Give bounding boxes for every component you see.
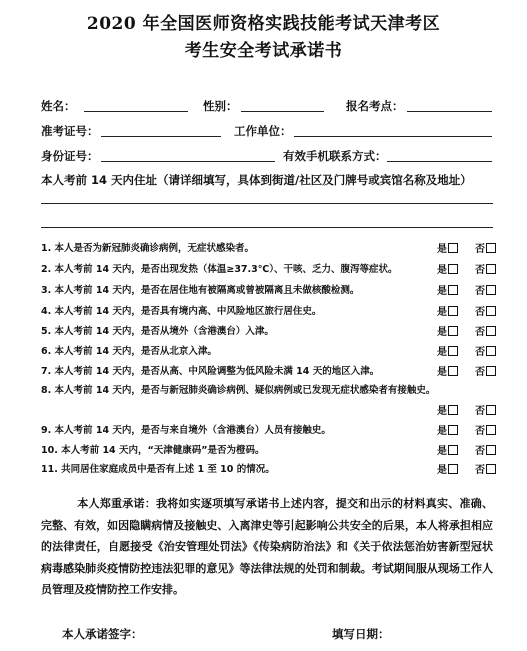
checkbox-icon <box>486 285 496 295</box>
exam-site-field[interactable] <box>407 97 492 112</box>
no-checkbox-3[interactable]: 否 <box>475 282 496 297</box>
document-title: 2020 年全国医师资格实践技能考试天津考区 <box>86 14 441 34</box>
name-label: 姓名： <box>41 99 76 113</box>
question-2: 2. 本人考前 14 天内，是否出现发热（体温≥37.3℃）、干咳、乏力、腹泻等症状。 <box>41 264 398 275</box>
no-checkbox-4[interactable]: 否 <box>475 303 496 318</box>
phone-label: 有效手机联系方式： <box>283 149 387 163</box>
yes-checkbox-11[interactable]: 是 <box>437 461 458 476</box>
date-field[interactable] <box>394 625 494 639</box>
workplace-label: 工作单位： <box>234 124 292 138</box>
no-checkbox-2[interactable]: 否 <box>475 261 496 276</box>
yes-checkbox-5[interactable]: 是 <box>437 323 458 338</box>
checkbox-icon <box>448 243 458 253</box>
question-3: 3. 本人考前 14 天内，是否在居住地有被隔离或曾被隔离且未做核酸检测。 <box>41 285 360 296</box>
yes-checkbox-2[interactable]: 是 <box>437 261 458 276</box>
id-number-label: 身份证号： <box>41 149 99 163</box>
question-4: 4. 本人考前 14 天内，是否具有境内高、中风险地区旅行居住史。 <box>41 306 322 317</box>
document-subtitle: 考生安全考试承诺书 <box>184 41 343 61</box>
yes-checkbox-8[interactable]: 是 <box>437 402 458 417</box>
checkbox-icon <box>486 346 496 356</box>
checkbox-icon <box>448 366 458 376</box>
checkbox-icon <box>448 445 458 455</box>
yes-checkbox-4[interactable]: 是 <box>437 303 458 318</box>
signature-field[interactable] <box>148 625 298 639</box>
no-checkbox-8[interactable]: 否 <box>475 402 496 417</box>
date-label: 填写日期： <box>332 627 390 641</box>
checkbox-icon <box>448 425 458 435</box>
exam-site-label: 报名考点： <box>346 99 404 113</box>
checkbox-icon <box>448 306 458 316</box>
gender-label: 性别： <box>203 99 238 113</box>
checkbox-icon <box>486 425 496 435</box>
ticket-number-field[interactable] <box>101 122 221 137</box>
no-checkbox-5[interactable]: 否 <box>475 323 496 338</box>
checkbox-icon <box>448 405 458 415</box>
yes-checkbox-1[interactable]: 是 <box>437 240 458 255</box>
checkbox-icon <box>448 346 458 356</box>
no-checkbox-10[interactable]: 否 <box>475 442 496 457</box>
checkbox-icon <box>486 366 496 376</box>
no-checkbox-1[interactable]: 否 <box>475 240 496 255</box>
checkbox-icon <box>486 264 496 274</box>
checkbox-icon <box>486 405 496 415</box>
pledge-text: 本人郑重承诺：我将如实逐项填写承诺书上述内容，提交和出示的材料真实、准确、完整、有效，如因隐瞒病情及接触史、入离津史等引起影响公共安全的后果，本人将承担相应的法律责任，自愿接受《治安管理处罚法》《传染病防治法》和《关于依法惩治妨害新型冠状病毒感染肺炎疫情防控违法犯罪的意见》等法律法规的处罚和制裁。考试期间服从现场工作人员管理及疫情防控工作安排。 <box>41 497 493 596</box>
question-10: 10. 本人考前 14 天内，“天津健康码”是否为橙码。 <box>41 445 265 456</box>
gender-field[interactable] <box>241 97 324 112</box>
no-checkbox-7[interactable]: 否 <box>475 363 496 378</box>
workplace-field[interactable] <box>294 122 492 137</box>
checkbox-icon <box>448 264 458 274</box>
checkbox-icon <box>486 326 496 336</box>
checkbox-icon <box>486 243 496 253</box>
no-checkbox-6[interactable]: 否 <box>475 343 496 358</box>
pledge-paragraph <box>41 493 493 601</box>
ticket-number-label: 准考证号： <box>41 124 99 138</box>
no-checkbox-11[interactable]: 否 <box>475 461 496 476</box>
id-number-field[interactable] <box>101 147 275 162</box>
yes-checkbox-6[interactable]: 是 <box>437 343 458 358</box>
question-9: 9. 本人考前 14 天内，是否与来自境外（含港澳台）人员有接触史。 <box>41 425 331 436</box>
yes-checkbox-10[interactable]: 是 <box>437 442 458 457</box>
question-8: 8. 本人考前 14 天内，是否与新冠肺炎确诊病例、疑似病例或已发现无症状感染者有接触史。 <box>41 385 436 396</box>
checkbox-icon <box>448 285 458 295</box>
address-label: 本人考前 14 天内住址（请详细填写，具体到街道/社区及门牌号或宾馆名称及地址） <box>41 173 472 187</box>
question-11: 11. 共同居住家庭成员中是否有上述 1 至 10 的情况。 <box>41 464 275 475</box>
question-5: 5. 本人考前 14 天内，是否从境外（含港澳台）入津。 <box>41 326 274 337</box>
yes-checkbox-7[interactable]: 是 <box>437 363 458 378</box>
question-6: 6. 本人考前 14 天内，是否从北京入津。 <box>41 346 217 357</box>
address-line-2[interactable] <box>41 227 493 228</box>
checkbox-icon <box>486 306 496 316</box>
no-checkbox-9[interactable]: 否 <box>475 422 496 437</box>
checkbox-icon <box>486 464 496 474</box>
yes-checkbox-3[interactable]: 是 <box>437 282 458 297</box>
phone-field[interactable] <box>387 147 492 162</box>
checkbox-icon <box>486 445 496 455</box>
checkbox-icon <box>448 464 458 474</box>
yes-checkbox-9[interactable]: 是 <box>437 422 458 437</box>
name-field[interactable] <box>84 97 188 112</box>
signature-label: 本人承诺签字： <box>62 627 143 641</box>
checkbox-icon <box>448 326 458 336</box>
question-1: 1. 本人是否为新冠肺炎确诊病例，无症状感染者。 <box>41 243 255 254</box>
question-7: 7. 本人考前 14 天内，是否从高、中风险调整为低风险未满 14 天的地区入津。 <box>41 366 380 377</box>
address-line-1[interactable] <box>41 203 493 204</box>
